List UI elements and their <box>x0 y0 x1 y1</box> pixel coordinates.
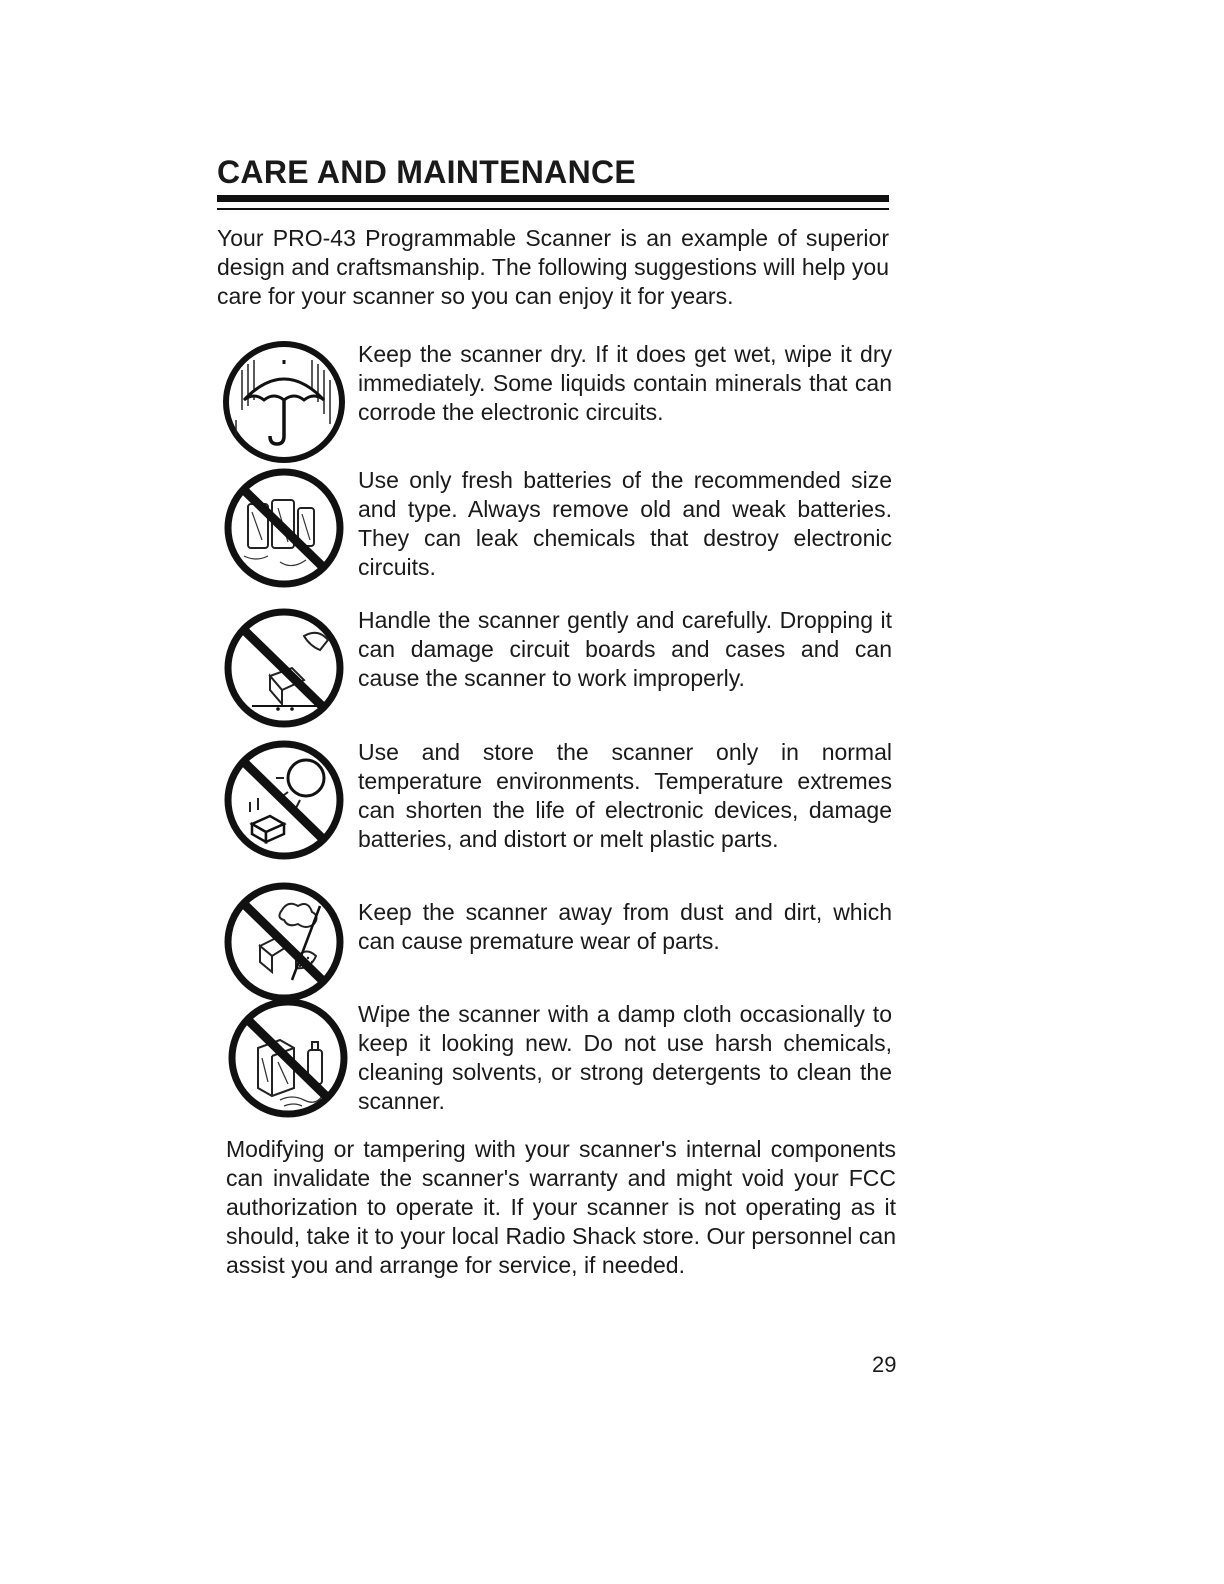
care-item-handling <box>222 606 894 726</box>
no-heat-icon <box>222 738 350 866</box>
care-item-temperature <box>222 738 894 858</box>
care-item-text: Wipe the scanner with a damp cloth occasionally to keep it looking new. Do not use harsh chemicals, cleaning solvents, or strong detergents to clean the scanner. <box>358 1001 892 1114</box>
page-title: CARE AND MAINTENANCE <box>217 154 637 190</box>
page-number: 29 <box>872 1352 897 1377</box>
care-item-text: Keep the scanner dry. If it does get wet, wipe it dry immediately. Some liquids contain minerals that can corrode the electronic circuits. <box>358 341 892 425</box>
care-item-dust <box>222 880 894 1000</box>
intro-paragraph: Your PRO-43 Programmable Scanner is an example of superior design and craftsmanship. The following suggestions will help you care for your scanner so you can enjoy it for years. <box>217 225 889 309</box>
care-item-text: Use and store the scanner only in normal temperature environments. Temperature extremes can shorten the life of electronic devices, damage batteries, and distort or melt plastic parts. <box>358 739 892 852</box>
umbrella-icon <box>222 340 350 468</box>
title-rule-thick <box>217 195 889 202</box>
care-item-batteries <box>222 466 894 586</box>
care-item-dry <box>222 340 894 460</box>
care-item-text: Keep the scanner away from dust and dirt, which can cause premature wear of parts. <box>358 899 892 954</box>
care-item-text: Use only fresh batteries of the recommended size and type. Always remove old and weak batteries. They can leak chemicals that destroy electronic circuits. <box>358 467 892 580</box>
warranty-paragraph: Modifying or tampering with your scanner's internal components can invalidate the scanner's warranty and might void your FCC authorization to operate it. If your scanner is not operating as it should, take it to your local Radio Shack store. Our personnel can assist you and arrange for service, if needed. <box>226 1136 896 1278</box>
title-rule-thin <box>217 208 889 210</box>
care-item-cleaning <box>222 996 894 1116</box>
no-harsh-chemicals-icon <box>222 996 350 1124</box>
no-dropping-icon <box>222 606 350 734</box>
no-dust-icon <box>222 880 350 1008</box>
care-item-text: Handle the scanner gently and carefully. Dropping it can damage circuit boards and cases and can cause the scanner to work improperly. <box>358 607 892 691</box>
no-old-batteries-icon <box>222 466 350 594</box>
